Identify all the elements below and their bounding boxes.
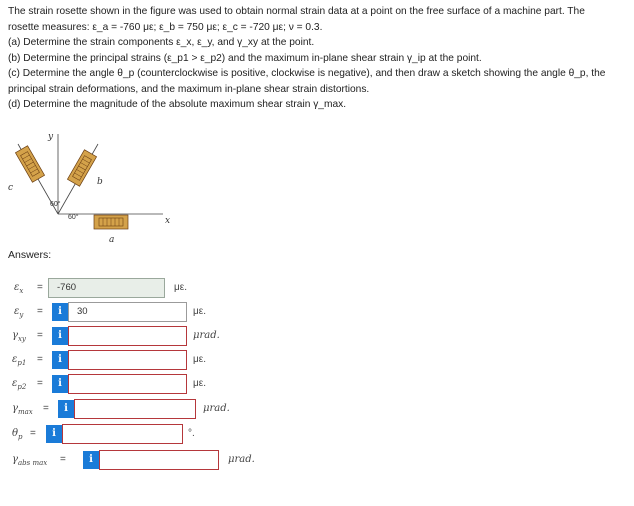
equals-sign: = — [37, 282, 43, 293]
theta-p-input[interactable] — [62, 424, 183, 444]
gamma-max-input[interactable] — [74, 399, 196, 419]
answer-row-epsilon-p2 — [0, 374, 634, 394]
problem-line-3: (a) Determine the strain components ε_x, ε_y, and γ_xy at the point. — [8, 37, 315, 48]
symbol-epsilon-p2: $\varepsilon_{p2}$ — [12, 378, 27, 391]
symbol-gamma-xy: $\gamma_{xy}$ — [12, 330, 26, 343]
gamma-abs-max-input[interactable] — [99, 450, 219, 470]
epsilon-p2-input[interactable] — [68, 374, 187, 394]
gauge-a — [94, 215, 128, 229]
x-axis-label: x — [165, 216, 171, 226]
equals-sign: = — [43, 403, 49, 414]
equals-sign: = — [37, 330, 43, 341]
info-icon[interactable]: i — [46, 425, 62, 443]
gamma-xy-input[interactable] — [68, 326, 187, 346]
angle-label-2: 60° — [68, 214, 79, 221]
problem-statement — [8, 4, 628, 113]
equals-sign: = — [37, 306, 43, 317]
angle-label-1: 60° — [50, 201, 61, 208]
problem-line-4: (b) Determine the principal strains (ε_p1 > ε_p2) and the maximum in-plane shear strain γ_ip at the point. — [8, 52, 482, 64]
symbol-epsilon-x: $\varepsilon_x$ — [14, 282, 24, 295]
y-axis-label: y — [48, 132, 54, 142]
answer-row-gamma-xy — [0, 326, 634, 346]
problem-line-2: rosette measures: ε_a = -760 με; ε_b = 750 με; ε_c = -720 με; ν = 0.3. — [8, 21, 323, 33]
problem-line-5: (c) Determine the angle θ_p (counterclockwise is positive, clockwise is negative), and then draw a sketch showing the angle θ_p, the — [8, 68, 606, 79]
unit-label: με. — [193, 378, 206, 389]
gauge-c — [15, 146, 44, 182]
unit-label: μrad. — [203, 403, 230, 414]
gauge-b — [67, 150, 96, 186]
answer-row-epsilon-p1 — [0, 350, 634, 370]
answer-row-epsilon-y — [0, 302, 634, 322]
answer-row-epsilon-x — [0, 278, 634, 298]
unit-label: με. — [174, 282, 187, 293]
answer-row-gamma-abs-max — [0, 450, 634, 470]
problem-line-7: (d) Determine the magnitude of the absolute maximum shear strain γ_max. — [8, 99, 347, 110]
epsilon-y-input[interactable]: 30 — [68, 302, 187, 322]
answers-label: Answers: — [8, 249, 52, 261]
epsilon-x-input[interactable]: -760 — [48, 278, 165, 298]
equals-sign: = — [37, 354, 43, 365]
unit-label: μrad. — [228, 454, 255, 465]
symbol-gamma-abs-max: $\gamma_{abs max}$ — [12, 454, 48, 467]
equals-sign: = — [30, 428, 36, 439]
problem-line-6: principal strain deformations, and the maximum in-plane shear strain distortions. — [8, 83, 370, 95]
symbol-gamma-max: $\gamma_{max}$ — [12, 403, 33, 416]
problem-line-1: The strain rosette shown in the figure was used to obtain normal strain data at a point on the free surface of a machine part. The — [8, 6, 585, 17]
epsilon-p1-input[interactable] — [68, 350, 187, 370]
info-icon[interactable]: i — [52, 327, 68, 345]
equals-sign: = — [60, 454, 66, 465]
answer-row-gamma-max — [0, 399, 634, 419]
unit-label: με. — [193, 354, 206, 365]
gauge-a-label: a — [109, 235, 115, 245]
unit-label: °. — [188, 428, 195, 439]
info-icon[interactable]: i — [83, 451, 99, 469]
info-icon[interactable]: i — [52, 351, 68, 369]
symbol-theta-p: $\theta_p$ — [12, 428, 23, 441]
equals-sign: = — [37, 378, 43, 389]
gauge-c-label: c — [8, 183, 14, 193]
gauge-b-label: b — [97, 177, 103, 187]
symbol-epsilon-p1: $\varepsilon_{p1}$ — [12, 354, 27, 367]
info-icon[interactable]: i — [52, 375, 68, 393]
unit-label: μrad. — [193, 330, 220, 341]
strain-rosette-figure — [8, 124, 208, 254]
unit-label: με. — [193, 306, 206, 317]
info-icon[interactable]: i — [58, 400, 74, 418]
answer-row-theta-p — [0, 424, 634, 444]
symbol-epsilon-y: $\varepsilon_y$ — [14, 306, 24, 319]
info-icon[interactable]: i — [52, 303, 68, 321]
